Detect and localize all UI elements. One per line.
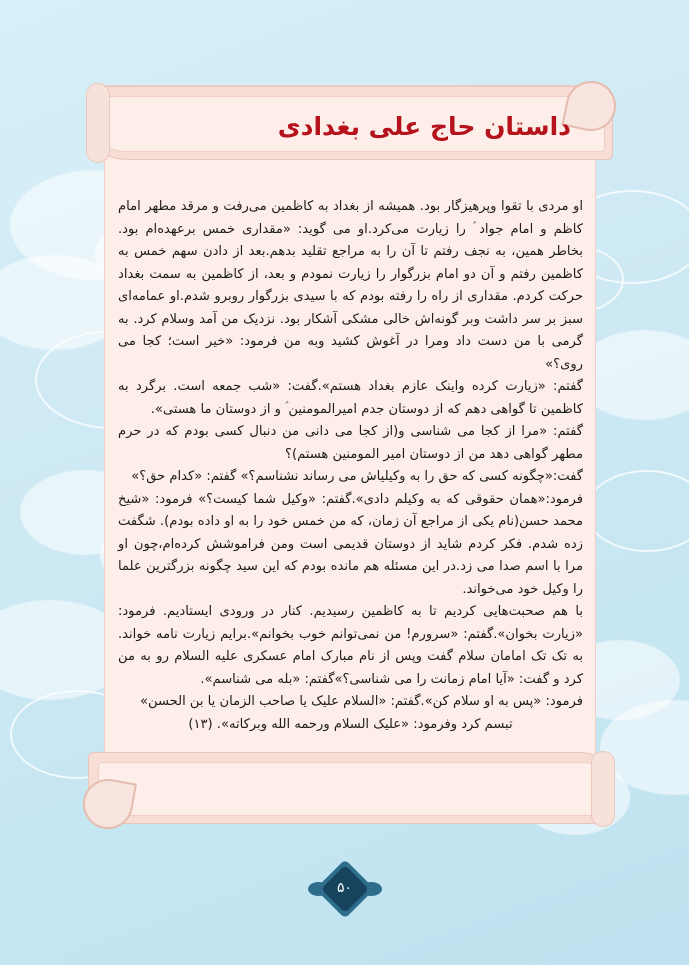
story-text (118, 196, 583, 776)
paragraph: فرمود: «پس به او سلام کن».گفتم: «السلام علیک یا صاحب الزمان یا بن الحسن» (140, 694, 583, 710)
page-title: داستان حاج علی بغدادی (277, 112, 571, 141)
paragraph: گفت:«چگونه کسی که حق را به وکیلیاش می رساند نشناسم؟» گفتم: «کدام حق؟» (131, 469, 583, 485)
scroll-curl-bottom-right (591, 751, 615, 827)
paragraph: گفتم: «زیارت کرده واینک عازم بغداد هستم».گفت: «شب جمعه است. برگرد به کاظمین تا گواهی دهم که از دوستان جدم امیرالمومنین ؑ و از دوستان ما هستی». (118, 379, 583, 417)
paragraph: فرمود:«همان حقوقی که به وکیلم دادی».گفتم: «وکیل شما کیست؟» فرمود: «شیخ محمد حسن(نام یکی از مراجع آن زمان، که من خمس خود را به او داده بودم). شگفت زده شدم. فکر کردم شاید از دوستان قدیمی است ومن فراموشش کرده‌ام،چون او مرا با اسم صدا می زد.در این مسئله هم مانده بودم که این سید چگونه بزرگترین علما را وکیل خود می‌خواند. (118, 491, 583, 597)
paragraph: گفتم: «مرا از کجا می شناسی و(از کجا می دانی من دنبال کسی بودم که در حرم مطهر گواهی دهد من از دوستان امیر المومنین هستم)؟ (118, 424, 583, 462)
paragraph: او مردی با تقوا وپرهیزگار بود. همیشه از بغداد به کاظمین می‌رفت و مرقد مطهر امام کاظم و امام جواد ؑ را زیارت می‌کرد.او می گوید: «مقداری خمس برعهده‌ام بود. بخاطر همین، به نجف رفتم تا آن را به مراجع تقلید بدهم.بعد از دادن سهم خمس به کاظمین رفتم و آن دو امام بزرگوار را زیارت نمودم و بعد، از کاظمین به سمت بغداد حرکت کردم. مقداری از راه را رفته بودم که با سیدی بزرگوار روبرو شدم.او عمامه‌ای سبز بر سر داشت وبر گونه‌اش خالی مشکی آشکار بود. نزدیک من آمد وسلام کرد. به گرمی با من دست داد ومرا در آغوش کشید وبه من فرمود: «خیر است؛ کجا می روی؟» (118, 199, 583, 372)
scroll-panel (88, 86, 613, 806)
scroll-curl-top-left (86, 83, 110, 163)
paragraph: با هم صحبت‌هایی کردیم تا به کاظمین رسیدیم. کنار در ورودی ایستادیم. فرمود: «زیارت بخوان».گفتم: «سرورم! من نمی‌توانم خوب بخوانم».برایم زیارت نامه خواند. به تک تک امامان سلام گفت وپس از نام مبارک امام عسکری علیه السلام رو به من کرد و گفت: «آیا امام زمانت را می شناسی؟»گفتم: «بله می شناسم». (118, 604, 583, 687)
page-number-medallion (308, 865, 382, 913)
page-number: ۵۰ (336, 880, 353, 896)
scroll-curl-bottom-left (79, 775, 137, 833)
paragraph-closing: تبسم کرد وفرمود: «علیک السلام ورحمه الله وبرکاته». (۱۳) (188, 716, 513, 732)
